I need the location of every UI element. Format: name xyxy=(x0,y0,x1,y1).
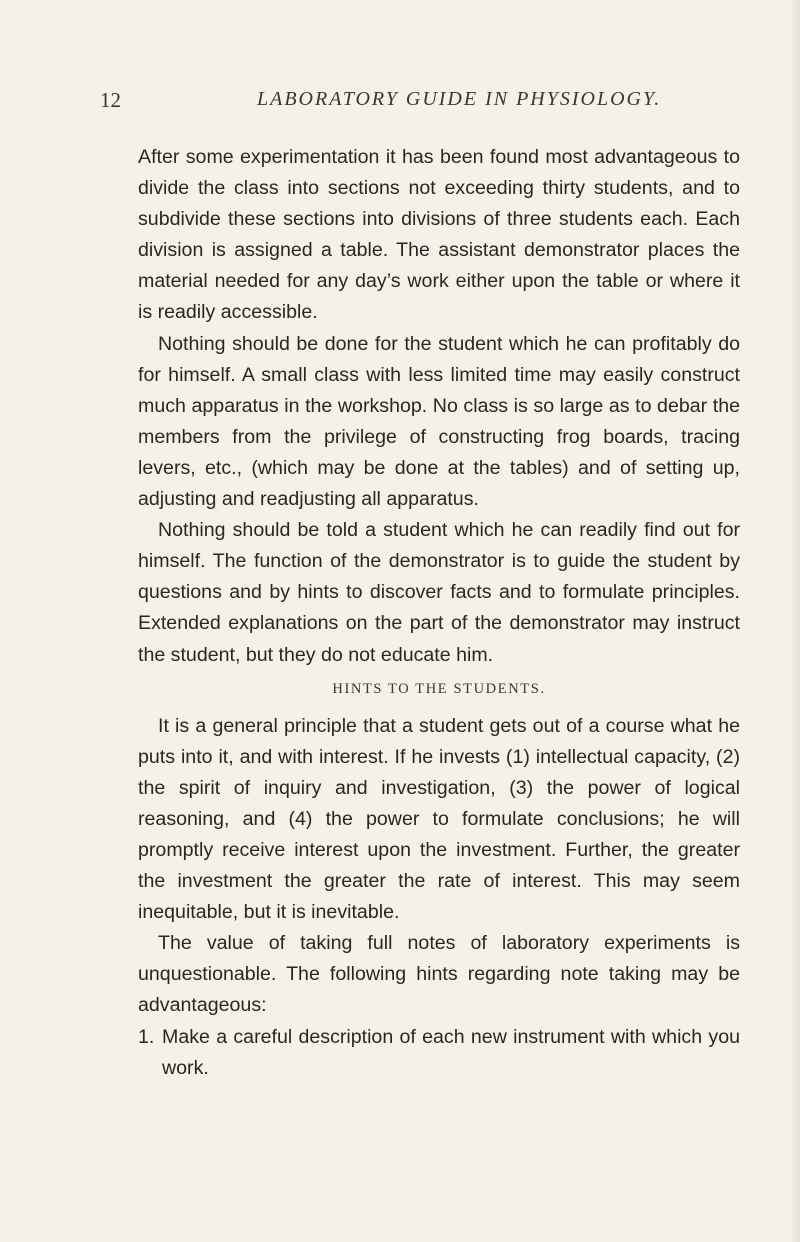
section-heading: HINTS TO THE STUDENTS. xyxy=(332,680,546,697)
running-title: LABORATORY GUIDE IN PHYSIOLOGY. xyxy=(257,88,662,110)
list-item xyxy=(138,1022,740,1084)
paragraph: After some experimentation it has been found most advantageous to divide the class into sections not exceeding thirty students, and to subdivide these sections into divisions of three students each. Each division is assigned a table. The assistant demonstrator places the material needed for any day’s work either upon the table or where it is readily accessible. xyxy=(138,146,740,324)
list-item-number: 1. xyxy=(138,1025,155,1048)
paragraph: Nothing should be done for the student which he can profitably do for himself. A small class with less limited time may easily construct much apparatus in the workshop. No class is so large as to debar the members from the privilege of constructing frog boards, tracing levers, etc., (which may be done at the tables) and of setting up, adjusting and readjusting all apparatus. xyxy=(138,332,740,511)
paragraph: It is a general principle that a student gets out of a course what he puts into it, and with interest. If he invests (1) intellectual capacity, (2) the spirit of inquiry and investigation, (3) the power of logical reasoning, and (4) the power to formulate conclusions; he will promptly receive interest upon the investment. Further, the greater the investment the greater the rate of interest. This may seem inequitable, but it is inevitable. xyxy=(138,714,740,924)
paragraph: The value of taking full notes of laboratory experiments is unquestionable. The following hints regarding note taking may be advantageous: xyxy=(138,932,740,1017)
list-item-text: Make a careful description of each new instrument with which you work. xyxy=(162,1025,740,1079)
page-edge-shadow xyxy=(790,0,800,1242)
body-text xyxy=(138,142,740,1084)
page-number: 12 xyxy=(100,88,121,112)
running-head xyxy=(100,88,740,118)
paragraph: Nothing should be told a student which he can readily find out for himself. The function of the demonstrator is to guide the student by questions and by hints to discover facts and to formulate principles. Extended explanations on the part of the demonstrator may instruct the student, but they do not educate him. xyxy=(138,519,740,666)
